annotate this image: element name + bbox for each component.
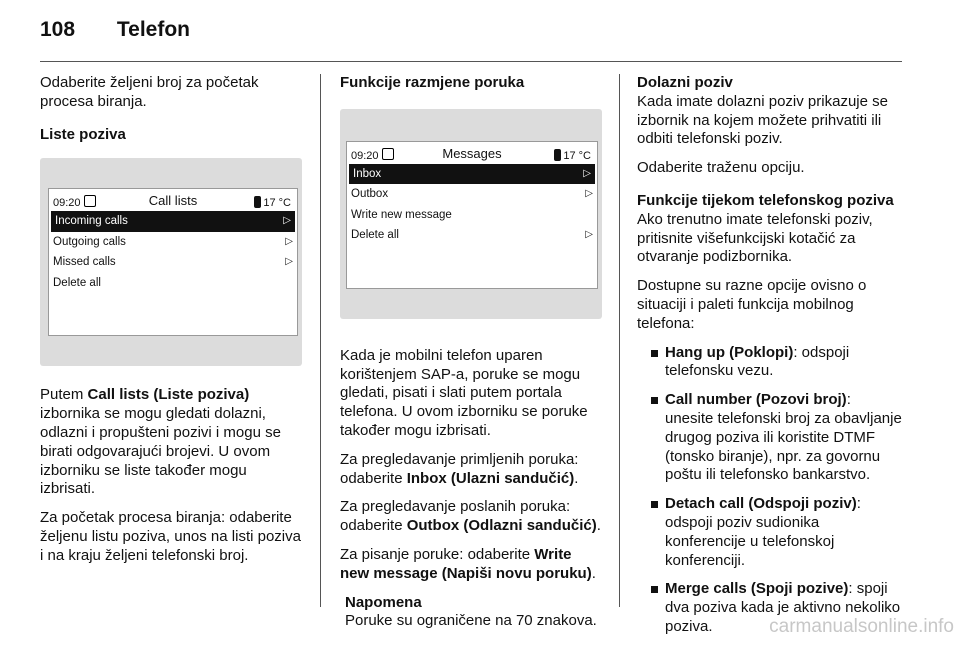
temperature: 17 °C — [254, 194, 291, 213]
temperature: 17 °C — [554, 147, 591, 166]
section-heading-call-lists: Liste poziva — [40, 125, 126, 143]
column-3 — [637, 74, 902, 647]
call-lists-screenshot — [40, 158, 302, 366]
call-lists-screen — [48, 188, 298, 336]
select-option-paragraph: Odaberite traženu opciju. — [637, 159, 805, 177]
menu-item-write-new-message[interactable]: Write new message — [351, 208, 452, 221]
menu-item-outbox[interactable]: Outbox ▷ — [347, 184, 597, 205]
column-divider — [619, 74, 620, 607]
section-heading-messaging: Funkcije razmjene poruka — [340, 74, 525, 91]
list-item: Detach call (Odspoji poziv): odspoji poziv sudionika konferencije u telefonskoj konferenciji. — [651, 495, 902, 570]
write-paragraph: Za pisanje poruke: odaberite Write new message (Napiši novu poruku). — [340, 545, 596, 582]
menu-item-inbox[interactable]: Inbox ▷ — [349, 164, 595, 185]
messages-screen — [346, 141, 598, 289]
messages-screenshot — [340, 109, 602, 319]
outbox-paragraph: Za pregledavanje poslanih poruka: odaberite Outbox (Odlazni sandučić). — [340, 498, 601, 535]
menu-item-outgoing-calls[interactable]: Outgoing calls ▷ — [49, 232, 297, 253]
menu-item-incoming-calls[interactable]: Incoming calls ▷ — [51, 211, 295, 232]
menu-item-delete-all[interactable]: Delete all — [53, 276, 101, 289]
inbox-paragraph: Za pregledavanje primljenih poruka: odaberite Inbox (Ulazni sandučić). — [340, 450, 579, 487]
chevron-right-icon: ▷ — [583, 167, 591, 179]
list-item: Merge calls (Spoji pozive): spoji dva poziva kada je aktivno nekoliko poziva. — [651, 580, 902, 636]
note-box — [340, 594, 602, 632]
screen-title: Call lists — [148, 193, 198, 209]
screen-status-bar — [347, 142, 597, 164]
chevron-right-icon: ▷ — [585, 188, 593, 200]
chevron-right-icon: ▷ — [285, 235, 293, 247]
chevron-right-icon: ▷ — [585, 229, 593, 241]
screen-status-bar — [49, 189, 297, 211]
phone-icon — [554, 149, 561, 161]
watermark: carmanualsonline.info — [769, 616, 954, 637]
messaging-paragraph: Kada je mobilni telefon uparen korištenjem SAP-a, poruke se mogu gledati, pisati i slati putem portala telefona. U ovom izborniku se poruke također mogu izbrisati. — [340, 346, 588, 439]
phone-icon — [254, 196, 261, 208]
column-2 — [340, 74, 602, 631]
header-rule — [40, 61, 902, 62]
intro-text: Odaberite željeni broj za početak procesa biranja. — [40, 74, 259, 110]
section-heading-incoming-call: Dolazni poziv — [637, 74, 733, 91]
clock-text: 09:20 — [53, 194, 96, 213]
page-title: Telefon — [116, 18, 191, 41]
during-call-paragraph: Ako trenutno imate telefonski poziv, pritisnite višefunkcijski kotačić za otvaranje podizbornika. — [637, 210, 873, 266]
list-item: Call number (Pozovi broj): unesite telefonski broj za obavljanje drugog poziva ili koristite DTMF (tonsko biranje), npr. za govornu poštu ili telefonsko bankarstvo. — [651, 391, 902, 485]
column-1 — [40, 74, 302, 576]
page-header — [40, 18, 190, 42]
clock-text: 09:20 — [351, 147, 394, 166]
call-lists-paragraph: Putem Call lists (Liste poziva) izbornika se mogu gledati dolazni, odlazni i propušteni pozivi i mogu se birati odgovarajući brojevi. U ovom izborniku se liste također mogu izbrisati. — [40, 386, 281, 498]
options-paragraph: Dostupne su razne opcije ovisno o situaciji i paleti funkcija mobilnog telefona: — [637, 277, 867, 332]
incoming-call-paragraph: Kada imate dolazni poziv prikazuje se izbornik na kojem možete prihvatiti ili odbiti telefonski poziv. — [637, 92, 888, 148]
note-title: Napomena — [345, 593, 422, 611]
chevron-right-icon: ▷ — [283, 215, 291, 227]
list-item: Hang up (Poklopi): odspoji telefonsku vezu. — [651, 344, 902, 382]
page-number: 108 — [40, 18, 76, 41]
note-text: Poruke su ograničene na 70 znakova. — [345, 612, 597, 630]
menu-item-delete-all[interactable]: Delete all ▷ — [347, 225, 597, 246]
screen-title: Messages — [442, 145, 502, 161]
menu-item-missed-calls[interactable]: Missed calls ▷ — [49, 252, 297, 273]
section-heading-during-call: Funkcije tijekom telefonskog poziva — [637, 191, 894, 209]
dialing-paragraph: Za početak procesa biranja: odaberite željenu listu poziva, unos na listi poziva i na kraju željeni telefonski broj. — [40, 509, 301, 564]
options-list — [637, 344, 902, 637]
chevron-right-icon: ▷ — [285, 256, 293, 268]
column-divider — [320, 74, 321, 607]
